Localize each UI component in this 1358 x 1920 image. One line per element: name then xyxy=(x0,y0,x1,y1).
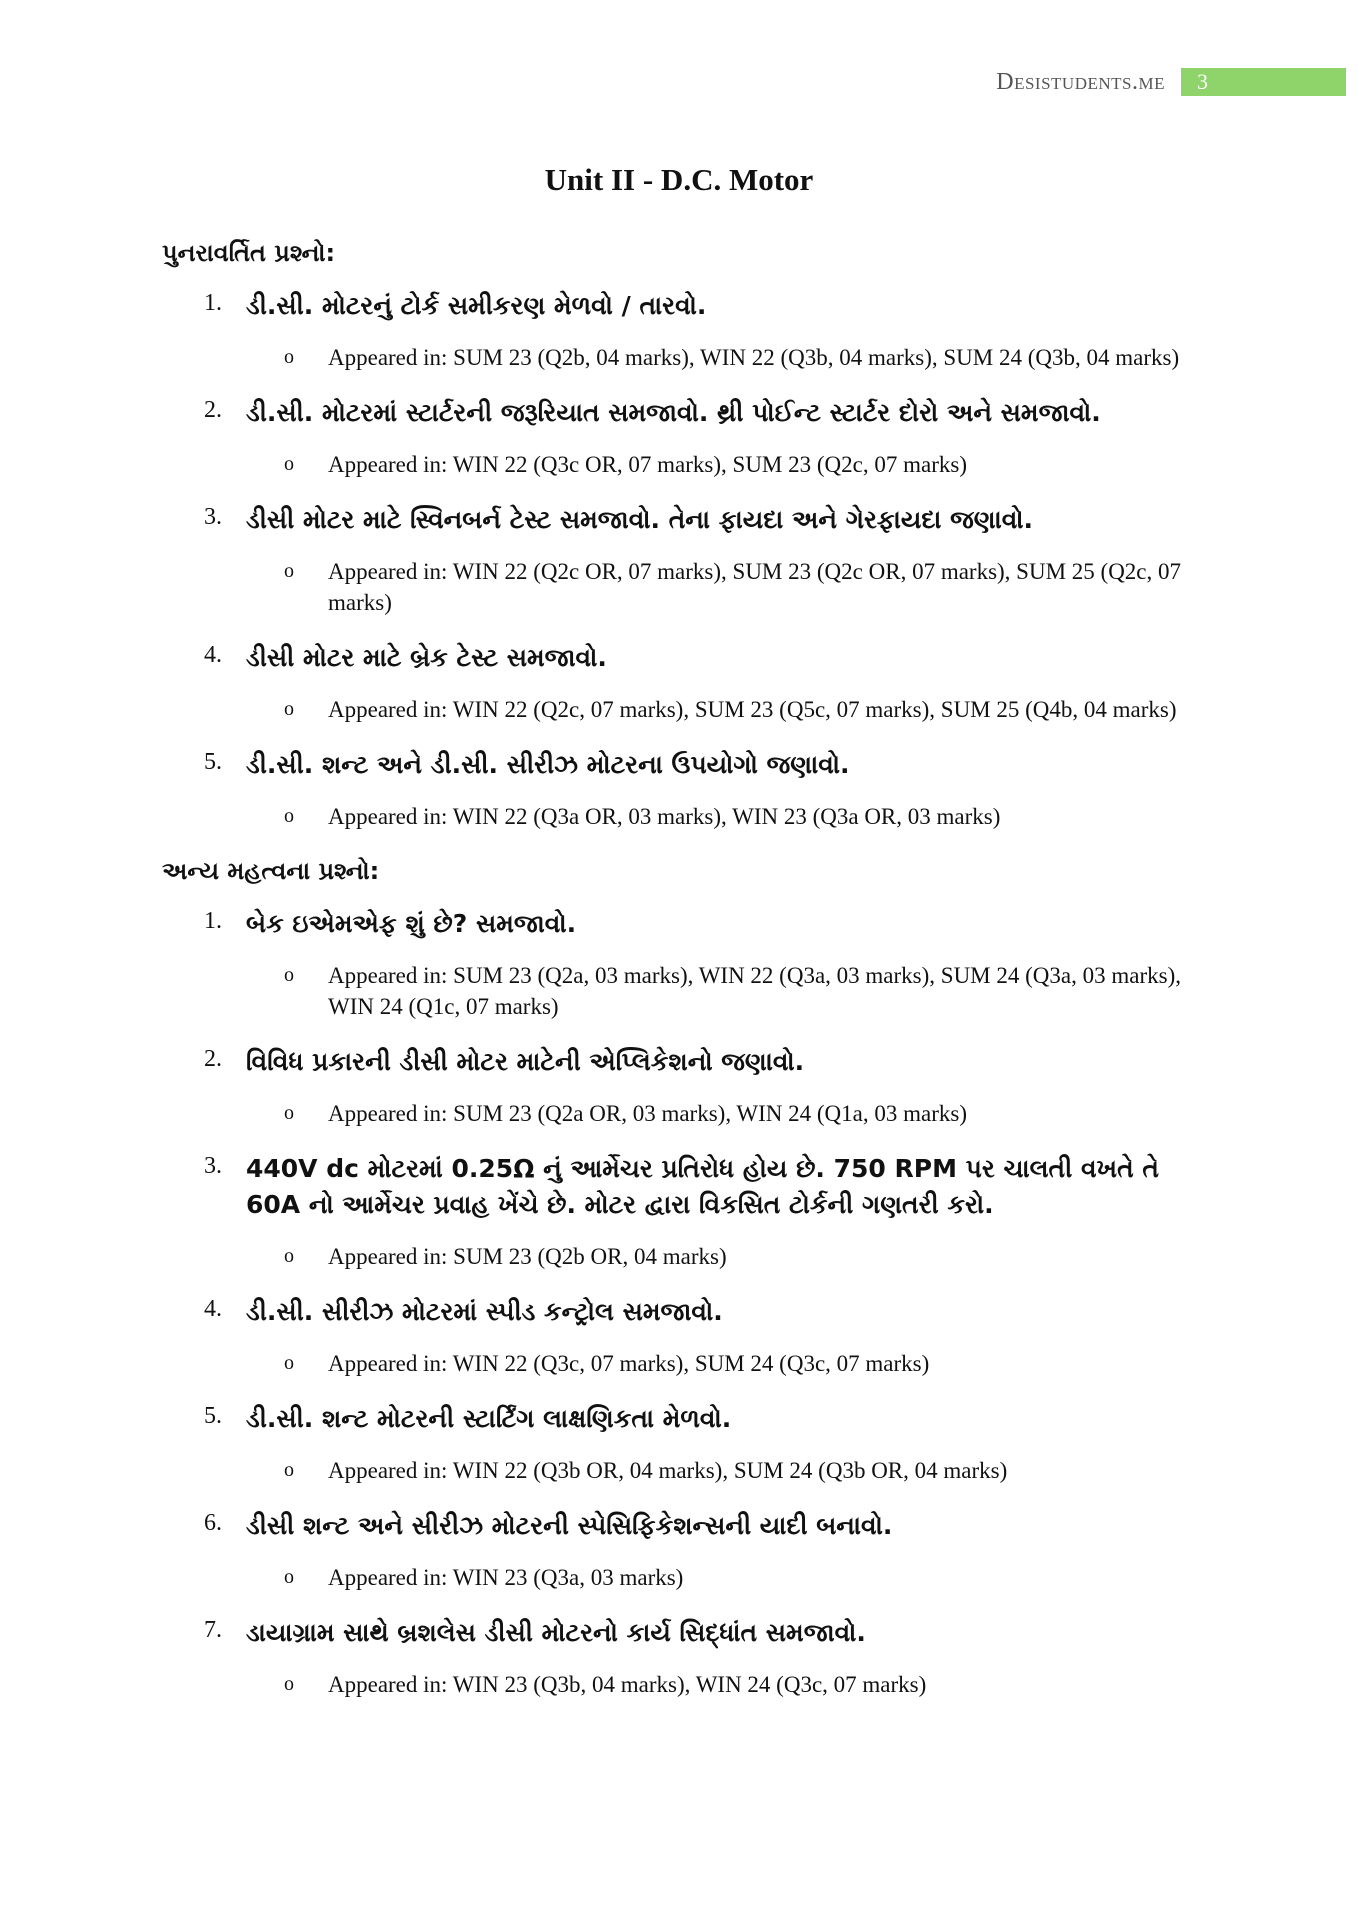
appeared-in-text: Appeared in: WIN 22 (Q2c OR, 07 marks), SUM 23 (Q2c OR, 07 marks), SUM 25 (Q2c, 07 marks) xyxy=(328,559,1182,615)
circle-bullet-icon: o xyxy=(284,1102,294,1124)
question-item xyxy=(162,640,1202,725)
question-item xyxy=(162,395,1202,480)
appeared-in-text: Appeared in: SUM 23 (Q2b, 04 marks), WIN 22 (Q3b, 04 marks), SUM 24 (Q3b, 04 marks) xyxy=(328,345,1180,370)
question-text: બેક ઇએમએફ શું છે? સમજાવો. xyxy=(246,909,577,938)
question-item xyxy=(162,747,1202,832)
appeared-in-note xyxy=(162,556,1202,618)
question xyxy=(162,1401,1202,1437)
question xyxy=(162,502,1202,538)
question-number: 6. xyxy=(204,1510,222,1536)
appeared-in-text: Appeared in: WIN 23 (Q3a, 03 marks) xyxy=(328,1565,684,1590)
appeared-in-note xyxy=(162,342,1202,373)
question-text: ડીસી મોટર માટે સ્વિનબર્ન ટેસ્ટ સમજાવો. તેના ફાયદા અને ગેરફાયદા જણાવો. xyxy=(246,505,1034,534)
appeared-in-note xyxy=(162,1241,1202,1272)
question-text: ડી.સી. સીરીઝ મોટરમાં સ્પીડ કન્ટ્રોલ સમજાવો. xyxy=(246,1297,723,1326)
question-text: ડી.સી. મોટરમાં સ્ટાર્ટરની જરૂરિયાત સમજાવો. થ્રી પોઈન્ટ સ્ટાર્ટર દોરો અને સમજાવો. xyxy=(246,398,1101,427)
appeared-in-text: Appeared in: WIN 22 (Q3c, 07 marks), SUM 24 (Q3c, 07 marks) xyxy=(328,1351,930,1376)
appeared-in-note xyxy=(162,449,1202,480)
question-text: ડાયાગ્રામ સાથે બ્રશલેસ ડીસી મોટરનો કાર્ય સિદ્ધાંત સમજાવો. xyxy=(246,1618,866,1647)
circle-bullet-icon: o xyxy=(284,1245,294,1267)
circle-bullet-icon: o xyxy=(284,964,294,986)
question-text: ડીસી શન્ટ અને સીરીઝ મોટરની સ્પેસિફિકેશન્સની યાદી બનાવો. xyxy=(246,1511,893,1540)
question-item xyxy=(162,1401,1202,1486)
question xyxy=(162,1044,1202,1080)
question-number: 3. xyxy=(204,504,222,530)
section-heading: અન્ય મહત્વના પ્રશ્નો: xyxy=(162,857,380,885)
appeared-in-text: Appeared in: WIN 22 (Q3b OR, 04 marks), SUM 24 (Q3b OR, 04 marks) xyxy=(328,1458,1008,1483)
appeared-in-text: Appeared in: WIN 22 (Q3c OR, 07 marks), SUM 23 (Q2c, 07 marks) xyxy=(328,452,967,477)
question xyxy=(162,1508,1202,1544)
circle-bullet-icon: o xyxy=(284,453,294,475)
circle-bullet-icon: o xyxy=(284,1459,294,1481)
question-number: 1. xyxy=(204,290,222,316)
question-text: ડી.સી. શન્ટ અને ડી.સી. સીરીઝ મોટરના ઉપયોગો જણાવો. xyxy=(246,750,850,779)
question xyxy=(162,747,1202,783)
question-number: 7. xyxy=(204,1617,222,1643)
appeared-in-note xyxy=(162,801,1202,832)
question xyxy=(162,1294,1202,1330)
question xyxy=(162,640,1202,676)
question-item xyxy=(162,1044,1202,1129)
circle-bullet-icon: o xyxy=(284,805,294,827)
question-item xyxy=(162,906,1202,1022)
appeared-in-note xyxy=(162,1348,1202,1379)
section-heading: પુનરાવર્તિત પ્રશ્નો: xyxy=(162,239,336,267)
appeared-in-note xyxy=(162,1669,1202,1700)
appeared-in-text: Appeared in: WIN 22 (Q3a OR, 03 marks), WIN 23 (Q3a OR, 03 marks) xyxy=(328,804,1001,829)
question xyxy=(162,1615,1202,1651)
question xyxy=(162,288,1202,324)
circle-bullet-icon: o xyxy=(284,560,294,582)
question-number: 2. xyxy=(204,397,222,423)
appeared-in-note xyxy=(162,1098,1202,1129)
question-item xyxy=(162,1508,1202,1593)
site-brand: Desistudents.me xyxy=(996,68,1165,95)
appeared-in-note xyxy=(162,1562,1202,1593)
document-title: Unit II - D.C. Motor xyxy=(544,162,814,197)
question xyxy=(162,395,1202,431)
question-text: ડી.સી. શન્ટ મોટરની સ્ટાર્ટિંગ લાક્ષણિકતા મેળવો. xyxy=(246,1404,732,1433)
question-text: ડીસી મોટર માટે બ્રેક ટેસ્ટ સમજાવો. xyxy=(246,643,607,672)
question-item xyxy=(162,502,1202,618)
question-number: 2. xyxy=(204,1046,222,1072)
circle-bullet-icon: o xyxy=(284,1673,294,1695)
appeared-in-text: Appeared in: WIN 22 (Q2c, 07 marks), SUM 23 (Q5c, 07 marks), SUM 25 (Q4b, 04 marks) xyxy=(328,697,1177,722)
question-item xyxy=(162,1615,1202,1700)
question-number: 1. xyxy=(204,908,222,934)
question-number: 5. xyxy=(204,749,222,775)
page-number: 3 xyxy=(1181,68,1346,96)
question xyxy=(162,1151,1202,1223)
appeared-in-note xyxy=(162,960,1202,1022)
question-text: 440V dc મોટરમાં 0.25Ω નું આર્મેચર પ્રતિરોધ હોય છે. 750 RPM પર ચાલતી વખતે તે 60A નો આર્મેચર પ્રવાહ ખેંચે છે. મોટર દ્વારા વિકસિત ટોર્કની ગણતરી કરો. xyxy=(246,1154,1159,1219)
appeared-in-note xyxy=(162,694,1202,725)
appeared-in-text: Appeared in: SUM 23 (Q2b OR, 04 marks) xyxy=(328,1244,727,1269)
circle-bullet-icon: o xyxy=(284,1352,294,1374)
circle-bullet-icon: o xyxy=(284,1566,294,1588)
question-item xyxy=(162,1294,1202,1379)
question-item xyxy=(162,288,1202,373)
question-number: 3. xyxy=(204,1153,222,1179)
appeared-in-text: Appeared in: WIN 23 (Q3b, 04 marks), WIN 24 (Q3c, 07 marks) xyxy=(328,1672,927,1697)
question-content xyxy=(162,236,1202,1722)
appeared-in-text: Appeared in: SUM 23 (Q2a, 03 marks), WIN 22 (Q3a, 03 marks), SUM 24 (Q3a, 03 marks), WIN 24 (Q1c, 07 marks) xyxy=(328,963,1181,1019)
question xyxy=(162,906,1202,942)
circle-bullet-icon: o xyxy=(284,698,294,720)
question-text: ડી.સી. મોટરનું ટોર્ક સમીકરણ મેળવો / તારવો. xyxy=(246,291,707,320)
circle-bullet-icon: o xyxy=(284,346,294,368)
question-number: 4. xyxy=(204,1296,222,1322)
question-number: 4. xyxy=(204,642,222,668)
question-item xyxy=(162,1151,1202,1272)
appeared-in-note xyxy=(162,1455,1202,1486)
question-number: 5. xyxy=(204,1403,222,1429)
page-header xyxy=(996,68,1346,96)
question-text: વિવિધ પ્રકારની ડીસી મોટર માટેની એપ્લિકેશનો જણાવો. xyxy=(246,1047,805,1076)
appeared-in-text: Appeared in: SUM 23 (Q2a OR, 03 marks), WIN 24 (Q1a, 03 marks) xyxy=(328,1101,967,1126)
